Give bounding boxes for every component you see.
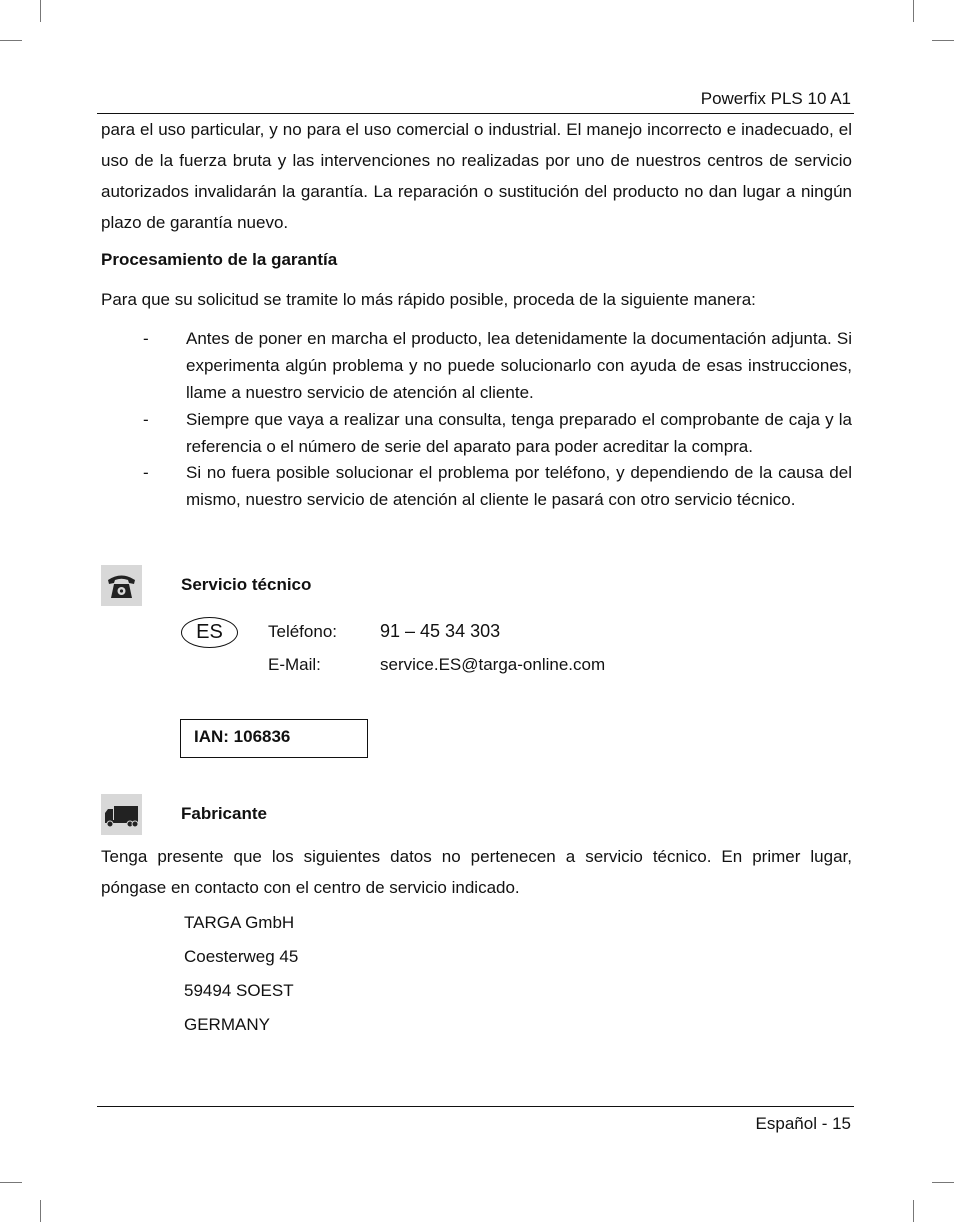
list-item-text: Si no fuera posible solucionar el problema por teléfono, y dependiendo de la causa del mismo, nuestro servicio de atención al cliente le pasará con otro servicio técnico. [186, 463, 852, 509]
phone-number: 91 – 45 34 303 [380, 621, 501, 641]
list-item [101, 459, 852, 513]
crop-mark [40, 0, 41, 22]
address-line: Coesterweg 45 [184, 947, 299, 966]
manufacturer-note: Tenga presente que los siguientes datos no pertenecen a servicio técnico. En primer lugar, póngase en contacto con el centro de servicio indicado. [101, 847, 852, 897]
list-item-text: Antes de poner en marcha el producto, lea detenidamente la documentación adjunta. Si experimenta algún problema y no puede solucionarlo con ayuda de esas instrucciones, llame a nuestro servicio de atención al cliente. [186, 329, 852, 402]
crop-mark [0, 40, 22, 41]
manufacturer-heading: Fabricante [181, 804, 267, 823]
list-bullet: - [143, 409, 149, 429]
warranty-heading: Procesamiento de la garantía [101, 250, 338, 269]
email-address: service.ES@targa-online.com [380, 655, 606, 674]
crop-mark [932, 40, 954, 41]
crop-mark [932, 1182, 954, 1183]
crop-mark [0, 1182, 22, 1183]
list-item-text: Siempre que vaya a realizar una consulta, tenga preparado el comprobante de caja y la referencia o el número de serie del aparato para poder acreditar la compra. [186, 409, 852, 456]
address-line: TARGA GmbH [184, 913, 295, 932]
warranty-intro: Para que su solicitud se tramite lo más rápido posible, proceda de la siguiente manera: [101, 290, 756, 309]
list-bullet: - [143, 329, 149, 348]
email-label: E-Mail: [268, 655, 321, 674]
crop-mark [913, 0, 914, 22]
address-line: GERMANY [184, 1015, 270, 1034]
crop-mark [913, 1200, 914, 1222]
address-line: 59494 SOEST [184, 981, 294, 1000]
header-title: Powerfix PLS 10 A1 [700, 89, 851, 108]
list-bullet: - [143, 463, 149, 482]
warranty-steps-list [101, 325, 852, 513]
crop-mark [40, 1200, 41, 1222]
ian-box: IAN: 106836 [180, 719, 368, 758]
list-item [101, 406, 852, 460]
list-item [101, 325, 852, 406]
footer-rule [97, 1106, 854, 1107]
service-heading: Servicio técnico [181, 575, 312, 594]
page-number: Español - 15 [755, 1114, 851, 1133]
intro-paragraph: para el uso particular, y no para el uso comercial o industrial. El manejo incorrecto e inadecuado, el uso de la fuerza bruta y las intervenciones no realizadas por uno de nuestros centros de servicio autorizados invalidarán la garantía. La reparación o sustitución del producto no dan lugar a ningún plazo de garantía nuevo. [101, 120, 852, 232]
phone-label: Teléfono: [268, 622, 337, 641]
telephone-icon [101, 565, 142, 606]
truck-icon [101, 794, 142, 835]
country-code-badge: ES [181, 617, 238, 648]
